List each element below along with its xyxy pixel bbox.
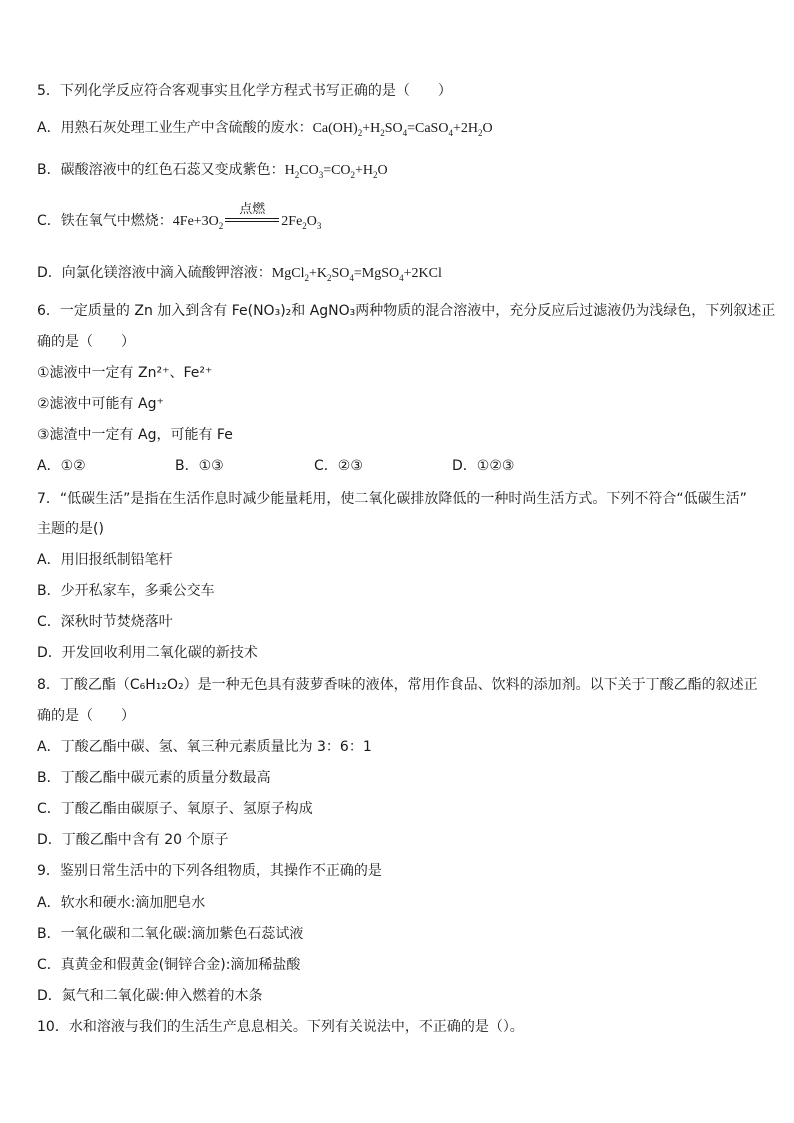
q5-option-b-equation: $H_2CO_3=CO_2+H_2O$ (284, 163, 388, 180)
q6-option-c: C．②③ (314, 458, 363, 474)
q5-option-c-text: C．铁在氧气中燃烧： (37, 213, 173, 229)
q7-option-b: B．少开私家车，多乘公交车 (37, 583, 215, 599)
q5-option-c (37, 200, 322, 231)
q6-option-b: B．①③ (175, 458, 224, 474)
q5-option-b-text: B．碳酸溶液中的红色石蕊又变成紫色： (37, 162, 285, 178)
reaction-condition-label: 点燃 (239, 200, 266, 216)
q5-option-a (37, 119, 493, 138)
q7-stem-line1: 7．“低碳生活”是指在生活作息时减少能量耗用，使二氧化碳排放降低的一种时尚生活方式。下列不符合“低碳生活” (37, 491, 747, 507)
q6-statement-3: ③滤渣中一定有 Ag，可能有 Fe (37, 427, 233, 443)
q6-statement-1: ①滤液中一定有 Zn²⁺、Fe²⁺ (37, 365, 213, 381)
q9-option-d: D．氮气和二氧化碳:伸入燃着的木条 (37, 988, 263, 1004)
q8-option-c: C．丁酸乙酯由碳原子、氧原子、氢原子构成 (37, 801, 313, 817)
q6-stem-line2: 确的是（ ） (37, 334, 135, 350)
q9-stem: 9．鉴别日常生活中的下列各组物质，其操作不正确的是 (37, 863, 382, 879)
q8-option-b: B．丁酸乙酯中碳元素的质量分数最高 (37, 770, 271, 786)
q9-option-b: B．一氧化碳和二氧化碳:滴加紫色石蕊试液 (37, 926, 304, 942)
q5-stem: 5．下列化学反应符合客观事实且化学方程式书写正确的是（ ） (37, 83, 452, 99)
q6-statement-2: ②滤液中可能有 Ag⁺ (37, 396, 164, 412)
q9-option-a: A．软水和硬水:滴加肥皂水 (37, 895, 206, 911)
q5-option-b (37, 161, 388, 180)
q7-stem-line2: 主题的是() (37, 521, 104, 537)
q9-option-c: C．真黄金和假黄金(铜锌合金):滴加稀盐酸 (37, 957, 301, 973)
q8-option-a: A．丁酸乙酯中碳、氢、氧三种元素质量比为 3：6：1 (37, 739, 372, 755)
q8-stem-line1: 8．丁酸乙酯（C₆H₁₂O₂）是一种无色具有菠萝香味的液体，常用作食品、饮料的添加剂。以下关于丁酸乙酯的叙述正 (37, 677, 758, 693)
q7-option-c: C．深秋时节焚烧落叶 (37, 614, 173, 630)
q8-stem-line2: 确的是（ ） (37, 708, 135, 724)
q5-option-a-text: A．用熟石灰处理工业生产中含硫酸的废水： (37, 120, 313, 136)
q5-option-d-equation: $MgCl_2+K_2SO_4=MgSO_4+2KCl$ (271, 266, 442, 283)
q6-option-a: A．①② (37, 458, 86, 474)
q5-option-d (37, 264, 442, 283)
q6-option-d: D．①②③ (452, 458, 515, 474)
reaction-condition-arrow (225, 200, 279, 231)
q7-option-d: D．开发回收利用二氧化碳的新技术 (37, 645, 258, 661)
q5-option-c-equation: $4Fe+3O_2$ 点燃 $2Fe_2O_3$ (172, 200, 322, 231)
q8-option-d: D．丁酸乙酯中含有 20 个原子 (37, 832, 229, 848)
q6-stem-line1: 6．一定质量的 Zn 加入到含有 Fe(NO₃)₂和 AgNO₃两种物质的混合溶液中，充分反应后过滤液仍为浅绿色，下列叙述正 (37, 303, 776, 319)
q5-option-a-equation: $Ca(OH)_2+H_2SO_4=CaSO_4+2H_2O$ (312, 121, 493, 138)
q5-option-d-text: D．向氯化镁溶液中滴入硫酸钾溶液： (37, 265, 272, 281)
q10-stem: 10．水和溶液与我们的生活生产息息相关。下列有关说法中，不正确的是（）。 (37, 1019, 524, 1035)
q7-option-a: A．用旧报纸制铅笔杆 (37, 552, 173, 568)
